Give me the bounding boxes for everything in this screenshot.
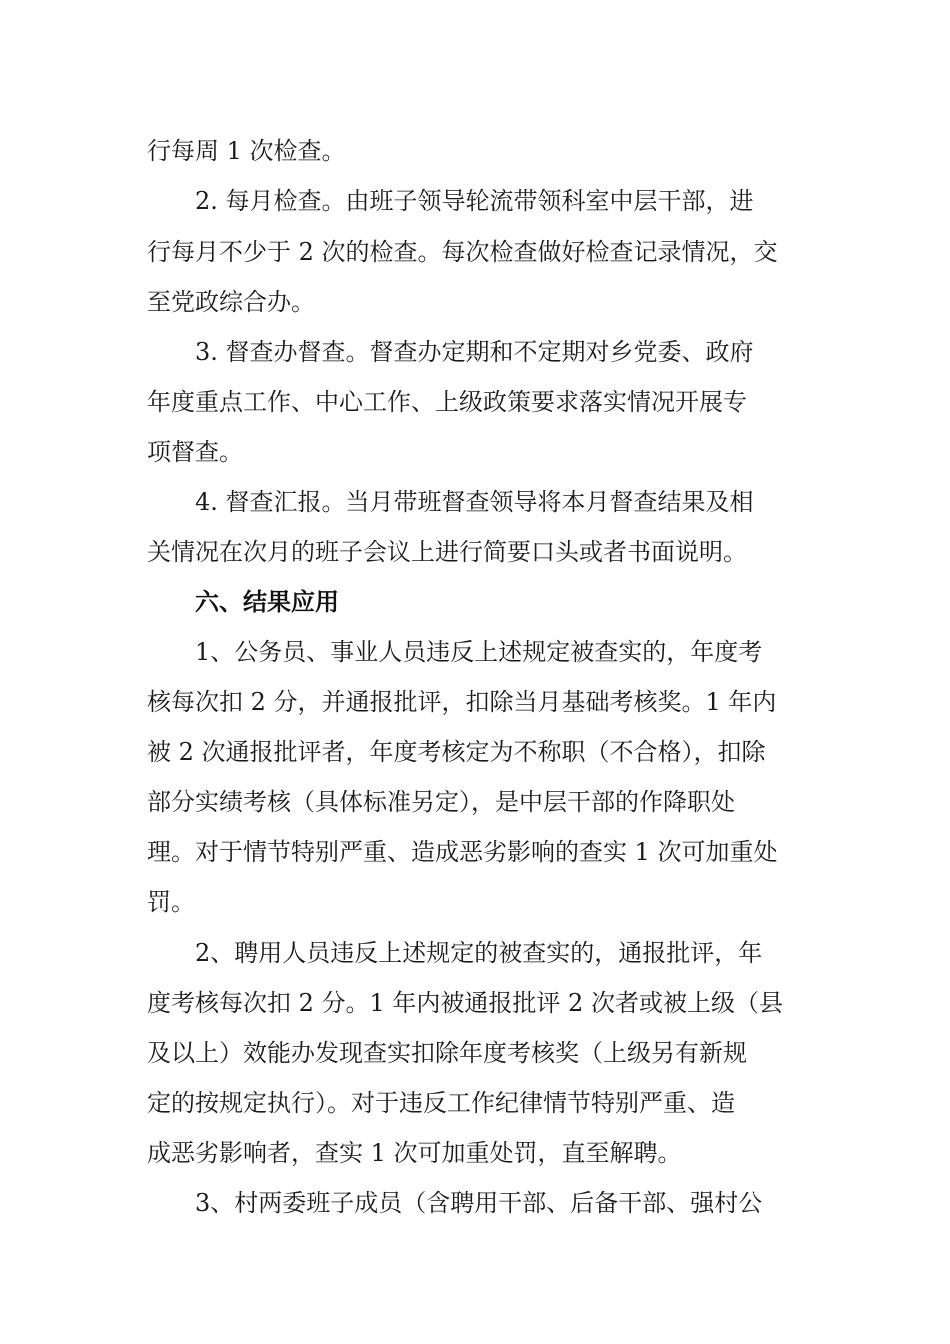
text-line: 行每周 1 次检查。 [147, 137, 346, 165]
text-line: 成恶劣影响者，查实 1 次可加重处罚，直至解聘。 [147, 1139, 682, 1167]
text-line: 项督查。 [147, 438, 243, 466]
paragraph-contract-staff: 2、聘用人员违反上述规定的被查实的，通报批评，年 [195, 939, 763, 967]
text-line: 年度重点工作、中心工作、上级政策要求落实情况开展专 [147, 388, 747, 416]
section-heading: 六、结果应用 [195, 588, 339, 616]
text-line: 定的按规定执行）。对于违反工作纪律情节特别严重、造 [147, 1089, 735, 1117]
text-line: 关情况在次月的班子会议上进行简要口头或者书面说明。 [147, 538, 747, 566]
paragraph-civil-servants: 1、公务员、事业人员违反上述规定被查实的，年度考 [195, 638, 763, 666]
text-line: 被 2 次通报批评者，年度考核定为不称职（不合格），扣除 [147, 738, 766, 766]
text-line: 至党政综合办。 [147, 288, 315, 316]
text-line: 度考核每次扣 2 分。1 年内被通报批评 2 次者或被上级（县 [147, 989, 783, 1017]
paragraph-supervision-report: 4. 督查汇报。当月带班督查领导将本月督查结果及相 [195, 488, 754, 516]
text-line: 理。对于情节特别严重、造成恶劣影响的查实 1 次可加重处 [147, 838, 778, 866]
paragraph-monthly-check: 2. 每月检查。由班子领导轮流带领科室中层干部，进 [195, 187, 754, 215]
text-line: 及以上）效能办发现查实扣除年度考核奖（上级另有新规 [147, 1039, 747, 1067]
text-line: 核每次扣 2 分，并通报批评，扣除当月基础考核奖。1 年内 [147, 688, 777, 716]
paragraph-supervision-office: 3. 督查办督查。督查办定期和不定期对乡党委、政府 [195, 338, 754, 366]
text-line: 行每月不少于 2 次的检查。每次检查做好检查记录情况，交 [147, 238, 778, 266]
paragraph-village-committees: 3、村两委班子成员（含聘用干部、后备干部、强村公 [195, 1189, 763, 1217]
text-line: 部分实绩考核（具体标准另定），是中层干部的作降职处 [147, 788, 735, 816]
text-line: 罚。 [147, 888, 195, 916]
